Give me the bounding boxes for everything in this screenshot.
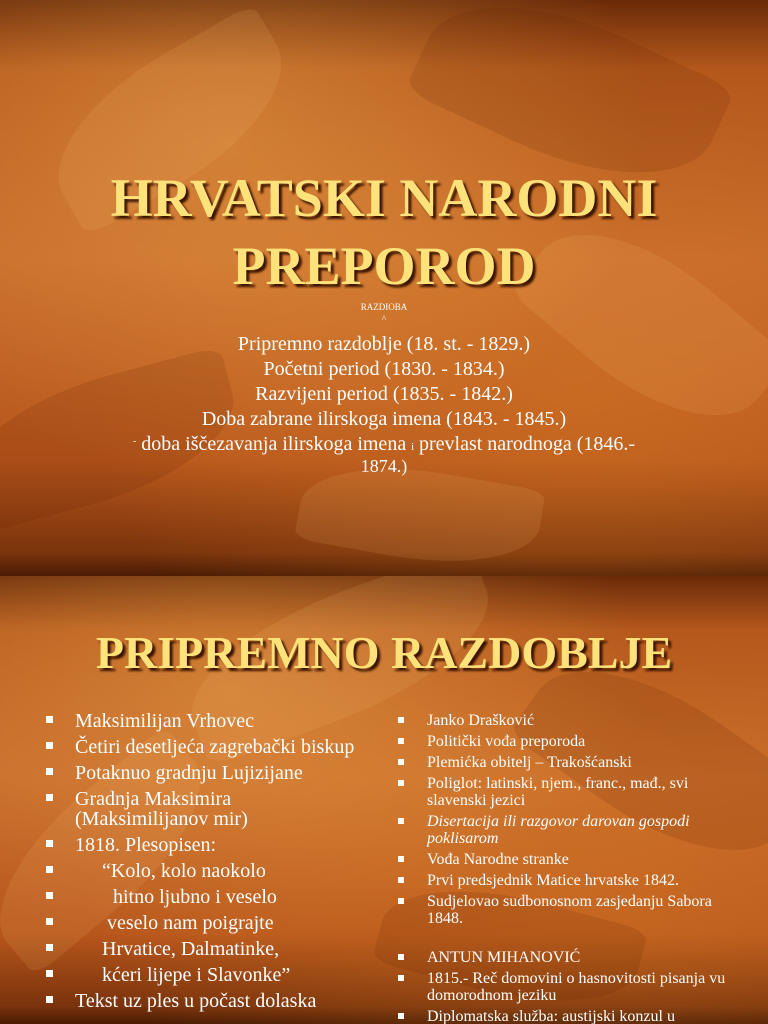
list-item: ANTUN MIHANOVIĆ — [398, 949, 728, 966]
list-item: hitno ljubno i veselo — [46, 887, 356, 907]
caret-mark: ^ — [381, 314, 387, 324]
conjunction-small: i — [411, 442, 414, 453]
slide-2-heading: PRIPREMNO RAZDOBLJE — [95, 627, 673, 678]
period-list — [0, 332, 768, 476]
left-bullet-list — [46, 711, 356, 1011]
dash-mark: - — [132, 436, 137, 447]
list-item: Janko Drašković — [398, 712, 728, 729]
period-item-last-line2: 1874.) — [360, 456, 408, 476]
list-item: Potaknuo gradnju Lujizijane — [46, 763, 356, 783]
list-item: Disertacija ili razgovor darovan gospodi poklisarom — [398, 813, 728, 847]
list-item: Vođa Narodne stranke — [398, 851, 728, 868]
list-item: veselo nam poigrajte — [46, 913, 356, 933]
title-line-1: HRVATSKI NARODNI — [110, 168, 658, 228]
list-item: 1818. Plesopisen: — [46, 835, 356, 855]
period-item: Doba zabrane ilirskoga imena (1843. - 1845.) — [201, 408, 567, 430]
period-text: prevlast narodnoga (1846.- — [418, 433, 636, 455]
list-item: Tekst uz ples u počast dolaska — [46, 991, 356, 1011]
list-item: Politički vođa preporoda — [398, 733, 728, 750]
list-item: Diplomatska služba: austijski konzul u — [398, 1008, 728, 1024]
list-item: Četiri desetljeća zagrebački biskup — [46, 737, 356, 757]
list-item: Gradnja Maksimira (Maksimilijanov mir) — [46, 789, 356, 829]
left-column — [46, 711, 356, 1017]
right-bullet-list — [398, 712, 728, 1024]
razdioba-label: RAZDIOBA — [360, 302, 408, 312]
period-item: Razvijeni period (1835. - 1842.) — [255, 383, 513, 405]
period-item: Početni period (1830. - 1834.) — [263, 358, 505, 380]
slide-pripremno-razdoblje — [0, 576, 768, 1024]
period-item: Pripremno razdoblje (18. st. - 1829.) — [237, 333, 531, 355]
list-item: 1815.- Reč domovini o hasnovitosti pisanja vu domorodnom jeziku — [398, 970, 728, 1004]
list-item: kćeri lijepe i Slavonke” — [46, 965, 356, 985]
list-item: “Kolo, kolo naokolo — [46, 861, 356, 881]
period-item-last — [0, 432, 768, 457]
list-item: Hrvatice, Dalmatinke, — [46, 939, 356, 959]
list-item: Poliglot: latinski, njem., franc., mađ., svi slavenski jezici — [398, 775, 728, 809]
list-item: Maksimilijan Vrhovec — [46, 711, 356, 731]
period-text: doba iščezavanja ilirskoga imena — [141, 433, 407, 455]
list-item: Sudjelovao sudbonosnom zasjedanju Sabora 1848. — [398, 893, 728, 927]
title-line-2: PREPOROD — [232, 235, 536, 296]
slide-title-heading — [0, 165, 768, 300]
list-item: Plemićka obitelj – Trakošćanski — [398, 754, 728, 771]
list-item: Prvi predsjednik Matice hrvatske 1842. — [398, 872, 728, 889]
right-column — [398, 712, 728, 1024]
